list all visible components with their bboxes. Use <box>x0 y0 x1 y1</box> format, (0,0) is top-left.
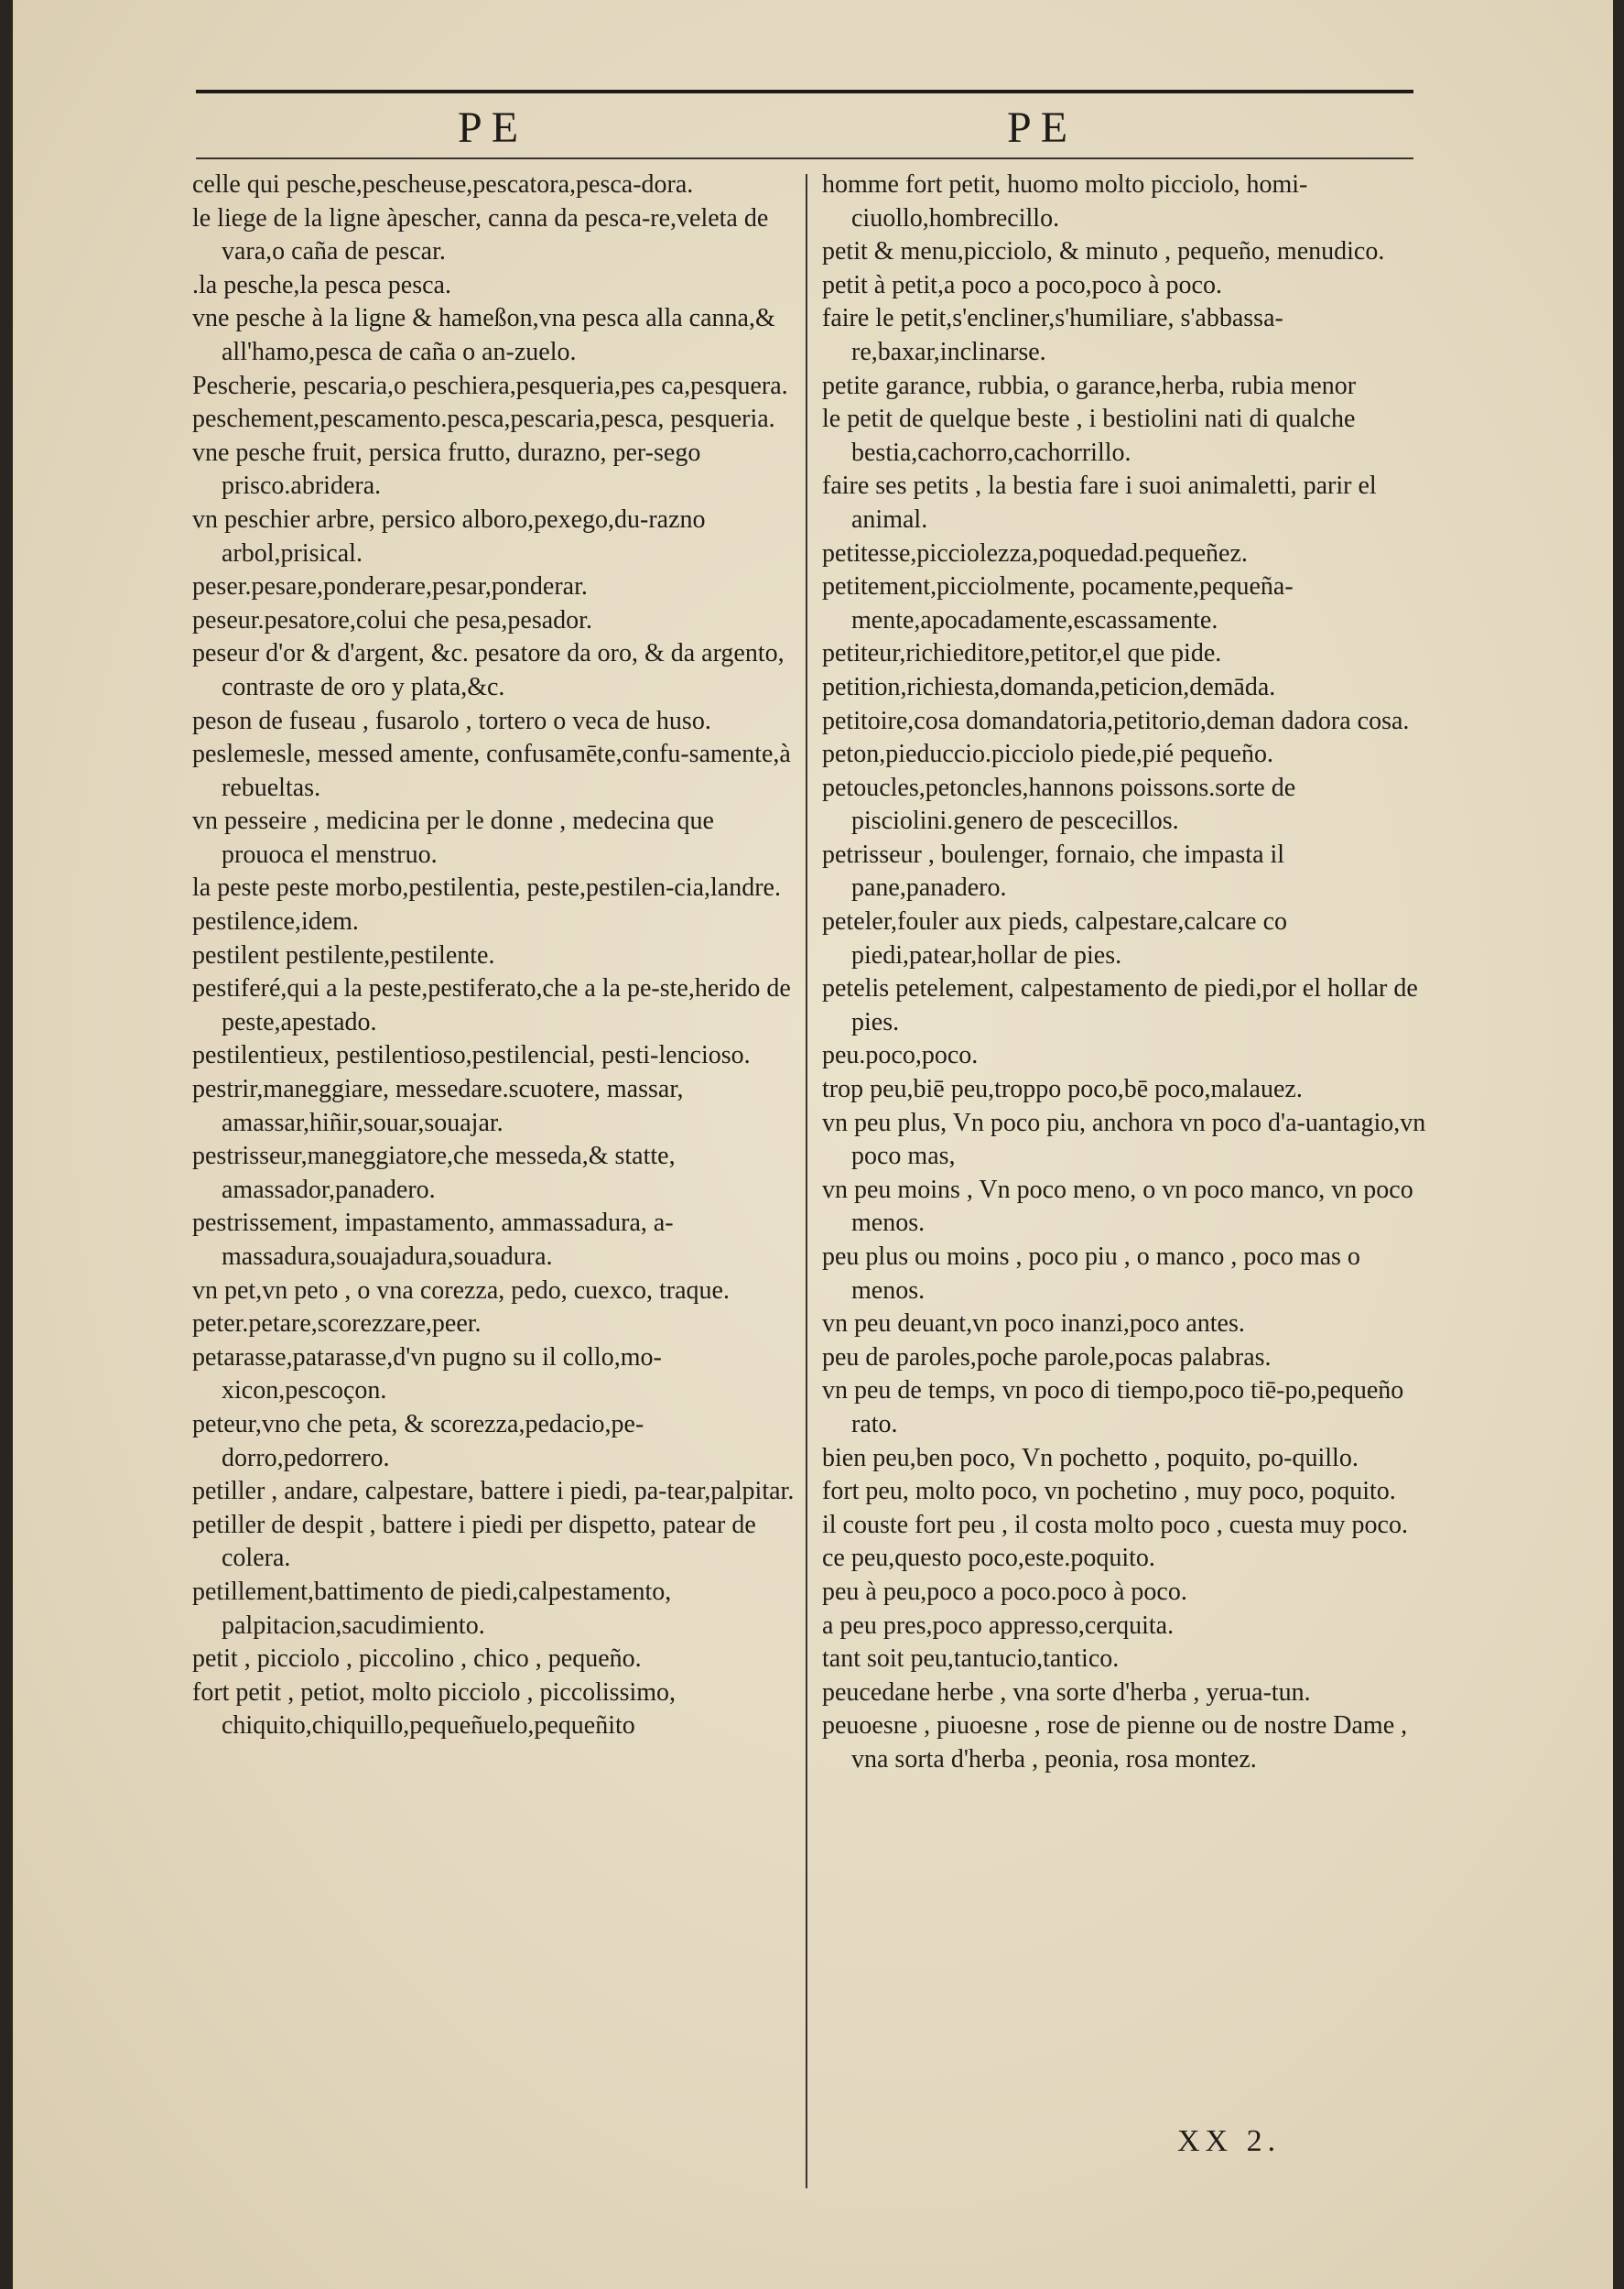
dictionary-entry: petiller de despit , battere i piedi per dispetto, patear de colera. <box>192 1510 756 1573</box>
dictionary-entry: peser.pesare,ponderare,pesar,ponderar. <box>192 572 588 602</box>
right-headword: PE <box>1007 103 1077 152</box>
dictionary-entry: il couste fort peu , il costa molto poco , cuesta muy poco. <box>822 1510 1408 1539</box>
dictionary-entry: peschement,pescamento.pesca,pescaria,pesca, pesqueria. <box>192 405 775 434</box>
dictionary-entry: pestrissement, impastamento, ammassadura, a-massadura,souajadura,souadura. <box>192 1209 674 1271</box>
dictionary-page <box>13 0 1613 2289</box>
dictionary-entry: petarasse,patarasse,d'vn pugno su il collo,mo-xicon,pescoçon. <box>192 1342 662 1405</box>
dictionary-entry: peteler,fouler aux pieds, calpestare,calcare co piedi,patear,hollar de pies. <box>822 907 1288 970</box>
header-rule <box>196 157 1413 159</box>
dictionary-entry: peu plus ou moins , poco piu , o manco , poco mas o menos. <box>822 1242 1360 1305</box>
dictionary-entry: petiller , andare, calpestare, battere i piedi, pa-tear,palpitar. <box>192 1477 795 1506</box>
page-signature: XX 2. <box>1177 2124 1282 2158</box>
dictionary-entry: ce peu,questo poco,este.poquito. <box>822 1544 1155 1573</box>
dictionary-entry: bien peu,ben poco, Vn pochetto , poquito, po-quillo. <box>822 1443 1359 1472</box>
dictionary-entry: petitement,picciolmente, pocamente,pequeña-mente,apocadamente,escassamente. <box>822 572 1294 635</box>
dictionary-entry: la peste peste morbo,pestilentia, peste,pestilen-cia,landre. <box>192 873 781 903</box>
dictionary-entry: vn peu de temps, vn poco di tiempo,poco tiē-po,pequeño rato. <box>822 1376 1404 1438</box>
dictionary-entry: peu à peu,poco a poco.poco à poco. <box>822 1577 1187 1606</box>
dictionary-entry: peu de paroles,poche parole,pocas palabras. <box>822 1342 1272 1372</box>
right-column <box>822 168 1428 1777</box>
dictionary-entry: homme fort petit, huomo molto picciolo, homi-ciuollo,hombrecillo. <box>822 170 1308 233</box>
dictionary-entry: pestiferé,qui a la peste,pestiferato,che a la pe-ste,herido de peste,apestado. <box>192 974 791 1036</box>
dictionary-entry: petitoire,cosa domandatoria,petitorio,deman dadora cosa. <box>822 706 1410 735</box>
dictionary-entry: vne pesche à la ligne & hameßon,vna pesca alla canna,& all'hamo,pesca de caña o an-zuelo. <box>192 304 775 366</box>
dictionary-entry: vn peu moins , Vn poco meno, o vn poco manco, vn poco menos. <box>822 1175 1413 1238</box>
dictionary-entry: petit à petit,a poco a poco,poco à poco. <box>822 270 1222 299</box>
dictionary-entry: vn pet,vn peto , o vna corezza, pedo, cuexco, traque. <box>192 1275 730 1305</box>
dictionary-entry: pestilence,idem. <box>192 907 359 937</box>
dictionary-entry: vn peschier arbre, persico alboro,pexego,du-razno arbol,prisical. <box>192 504 706 568</box>
dictionary-entry: petit & menu,picciolo, & minuto , pequeño, menudico. <box>822 237 1385 266</box>
dictionary-entry: peson de fuseau , fusarolo , tortero o veca de huso. <box>192 706 711 735</box>
dictionary-entry: fort petit , petiot, molto picciolo , piccolissimo, chiquito,chiquillo,pequeñuelo,pequeñito <box>192 1677 677 1741</box>
dictionary-entry: peseur.pesatore,colui che pesa,pesador. <box>192 605 592 635</box>
dictionary-entry: celle qui pesche,pescheuse,pescatora,pesca-dora. <box>192 170 694 199</box>
dictionary-entry: Pescherie, pescaria,o peschiera,pesqueria,pes ca,pesquera. <box>192 371 788 400</box>
dictionary-entry: petoucles,petoncles,hannons poissons.sorte de pisciolini.genero de pescecillos. <box>822 773 1296 836</box>
dictionary-entry: peucedane herbe , vna sorte d'herba , yerua-tun. <box>822 1677 1311 1707</box>
left-column <box>192 168 796 1743</box>
dictionary-entry: petillement,battimento de piedi,calpestamento, palpitacion,sacudimiento. <box>192 1577 672 1640</box>
dictionary-entry: petite garance, rubbia, o garance,herba, rubia menor <box>822 371 1357 400</box>
top-rule <box>196 90 1413 93</box>
dictionary-entry: peton,pieduccio.picciolo piede,pié pequeño. <box>822 740 1273 769</box>
dictionary-entry: petition,richiesta,domanda,peticion,demāda. <box>822 672 1276 701</box>
dictionary-entry: le liege de la ligne àpescher, canna da pesca-re,veleta de vara,o caña de pescar. <box>192 203 769 266</box>
dictionary-entry: trop peu,biē peu,troppo poco,bē poco,malauez. <box>822 1075 1303 1104</box>
dictionary-entry: peu.poco,poco. <box>822 1041 979 1070</box>
column-divider <box>806 174 807 2188</box>
dictionary-entry: a peu pres,poco appresso,cerquita. <box>822 1611 1175 1640</box>
dictionary-entry: vn pesseire , medicina per le donne , medecina que prouoca el menstruo. <box>192 807 714 869</box>
dictionary-entry: faire le petit,s'encliner,s'humiliare, s'abbassa-re,baxar,inclinarse. <box>822 304 1283 366</box>
dictionary-entry: peuoesne , piuoesne , rose de pienne ou de nostre Dame , vna sorta d'herba , peonia, rosa montez. <box>822 1711 1408 1774</box>
dictionary-entry: pestilent pestilente,pestilente. <box>192 940 495 970</box>
dictionary-entry: petrisseur , boulenger, fornaio, che impasta il pane,panadero. <box>822 840 1285 903</box>
dictionary-entry: peseur d'or & d'argent, &c. pesatore da oro, & da argento, contraste de oro y plata,&c. <box>192 639 785 701</box>
dictionary-entry: petelis petelement, calpestamento de piedi,por el hollar de pies. <box>822 974 1418 1036</box>
dictionary-entry: petitesse,picciolezza,poquedad.pequeñez. <box>822 538 1248 568</box>
dictionary-entry: le petit de quelque beste , i bestiolini nati di qualche bestia,cachorro,cachorrillo. <box>822 405 1356 467</box>
dictionary-entry: pestilentieux, pestilentioso,pestilencial, pesti-lencioso. <box>192 1041 751 1070</box>
dictionary-entry: petiteur,richieditore,petitor,el que pide. <box>822 639 1222 668</box>
dictionary-entry: petit , picciolo , piccolino , chico , pequeño. <box>192 1644 642 1674</box>
dictionary-entry: .la pesche,la pesca pesca. <box>192 270 451 299</box>
dictionary-entry: vne pesche fruit, persica frutto, durazno, per-sego prisco.abridera. <box>192 438 701 501</box>
dictionary-entry: fort peu, molto poco, vn pochetino , muy poco, poquito. <box>822 1477 1396 1506</box>
dictionary-entry: tant soit peu,tantucio,tantico. <box>822 1644 1120 1674</box>
dictionary-entry: peteur,vno che peta, & scorezza,pedacio,pe-dorro,pedorrero. <box>192 1409 644 1472</box>
left-headword: PE <box>458 103 528 152</box>
dictionary-entry: peslemesle, messed amente, confusamēte,confu-samente,à rebueltas. <box>192 740 791 802</box>
dictionary-entry: faire ses petits , la bestia fare i suoi animaletti, parir el animal. <box>822 472 1377 534</box>
dictionary-entry: peter.petare,scorezzare,peer. <box>192 1309 482 1339</box>
dictionary-entry: pestrir,maneggiare, messedare.scuotere, massar, amassar,hiñir,souar,souajar. <box>192 1075 684 1137</box>
dictionary-entry: vn peu deuant,vn poco inanzi,poco antes. <box>822 1309 1245 1339</box>
dictionary-entry: pestrisseur,maneggiatore,che messeda,& statte, amassador,panadero. <box>192 1142 676 1204</box>
dictionary-entry: vn peu plus, Vn poco piu, anchora vn poco d'a-uantagio,vn poco mas, <box>822 1108 1426 1171</box>
